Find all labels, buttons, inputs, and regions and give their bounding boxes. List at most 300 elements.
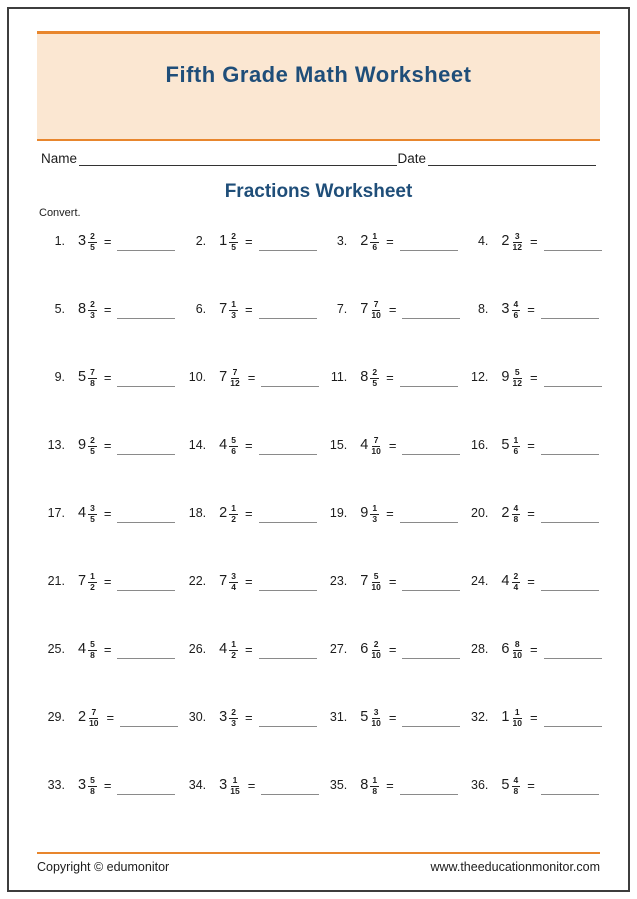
whole-number: 1 (501, 709, 510, 725)
answer-blank[interactable] (541, 522, 599, 523)
fraction (512, 504, 521, 525)
mixed-number (360, 775, 379, 796)
fraction-numerator: 2 (90, 434, 95, 445)
fraction-numerator: 5 (514, 366, 520, 377)
problem-number: 20. (471, 506, 489, 520)
mixed-number (360, 639, 382, 660)
problem-number: 28. (471, 642, 489, 656)
fraction-numerator: 2 (373, 638, 379, 649)
problem-item (319, 226, 460, 256)
problem-number: 31. (329, 710, 348, 724)
answer-blank[interactable] (117, 386, 175, 387)
equals-sign: = (244, 233, 253, 249)
equals-sign: = (103, 505, 112, 521)
answer-blank[interactable] (259, 250, 317, 251)
problem-number: 29. (47, 710, 65, 724)
answer-blank[interactable] (402, 726, 460, 727)
fraction-numerator: 8 (514, 638, 520, 649)
fraction-numerator: 3 (231, 570, 236, 581)
fraction-numerator: 1 (231, 298, 236, 309)
problem-number: 26. (188, 642, 207, 656)
fraction-denominator: 15 (230, 785, 240, 796)
problem-item (37, 226, 178, 256)
answer-blank[interactable] (259, 454, 317, 455)
answer-blank[interactable] (402, 318, 460, 319)
fraction-numerator: 3 (514, 230, 520, 241)
fraction (229, 504, 238, 525)
problem-item (319, 702, 460, 732)
equals-sign: = (529, 641, 538, 657)
fraction-denominator: 5 (90, 513, 95, 524)
whole-number: 6 (360, 641, 369, 657)
problem-item (460, 566, 601, 596)
answer-blank[interactable] (402, 658, 460, 659)
problem-number: 22. (188, 574, 207, 588)
problem-number: 32. (471, 710, 489, 724)
fraction (88, 300, 97, 321)
answer-blank[interactable] (120, 726, 178, 727)
mixed-number (219, 775, 241, 796)
answer-blank[interactable] (117, 250, 175, 251)
fraction (512, 708, 523, 729)
fraction-denominator: 5 (90, 445, 95, 456)
answer-blank[interactable] (117, 522, 175, 523)
equals-sign: = (103, 369, 112, 385)
mixed-number (219, 639, 238, 660)
fraction (88, 776, 97, 797)
answer-blank[interactable] (259, 590, 317, 591)
fraction-numerator: 1 (231, 502, 236, 513)
fraction-numerator: 1 (372, 230, 378, 241)
problem-item (37, 362, 178, 392)
fraction-denominator: 12 (512, 241, 522, 252)
equals-sign: = (527, 573, 535, 589)
answer-blank[interactable] (117, 590, 175, 591)
fraction-numerator: 2 (90, 298, 95, 309)
answer-blank[interactable] (400, 386, 458, 387)
fraction-denominator: 10 (371, 581, 381, 592)
fraction-numerator: 1 (231, 638, 236, 649)
problem-number: 27. (329, 642, 348, 656)
mixed-number (78, 231, 97, 252)
problem-item (37, 702, 178, 732)
problem-number: 30. (188, 710, 207, 724)
whole-number: 7 (219, 301, 228, 317)
whole-number: 7 (219, 369, 228, 385)
mixed-number (219, 435, 238, 456)
fraction (88, 504, 97, 525)
problem-number: 13. (47, 438, 65, 452)
fraction (512, 436, 521, 457)
problem-number: 15. (329, 438, 348, 452)
fraction (88, 368, 97, 389)
equals-sign: = (529, 369, 538, 385)
fraction-numerator: 1 (372, 502, 378, 513)
problem-number: 1. (54, 234, 65, 248)
whole-number: 3 (78, 777, 87, 793)
whole-number: 8 (360, 369, 369, 385)
problem-item (37, 498, 178, 528)
worksheet-title: Fractions Worksheet (224, 181, 413, 202)
problem-number: 36. (471, 778, 489, 792)
equals-sign: = (388, 573, 397, 589)
mixed-number (219, 367, 241, 388)
equals-sign: = (386, 505, 394, 521)
fraction-numerator: 2 (90, 230, 95, 241)
fraction-denominator: 8 (90, 785, 95, 796)
fraction (512, 368, 523, 389)
problem-item (37, 566, 178, 596)
fraction-denominator: 10 (371, 309, 381, 320)
problem-item (178, 498, 319, 528)
problem-item (37, 294, 178, 324)
fraction-denominator: 4 (513, 581, 519, 592)
answer-blank[interactable] (400, 794, 458, 795)
copyright-text: Copyright © edumonitor (37, 860, 170, 874)
answer-blank[interactable] (117, 454, 175, 455)
fraction-denominator: 5 (90, 241, 95, 252)
fraction-denominator: 8 (513, 513, 519, 524)
fraction-numerator: 4 (513, 502, 519, 513)
name-date-row (41, 148, 596, 166)
whole-number: 9 (501, 369, 510, 385)
fraction-denominator: 6 (231, 445, 236, 456)
answer-blank[interactable] (541, 794, 599, 795)
mixed-number (78, 707, 100, 728)
problem-item (460, 362, 601, 392)
equals-sign: = (386, 233, 394, 249)
fraction-denominator: 10 (371, 445, 381, 456)
fraction (370, 572, 381, 593)
date-label: Date (397, 151, 426, 166)
fraction-numerator: 4 (513, 774, 519, 785)
answer-blank[interactable] (117, 658, 175, 659)
whole-number: 5 (360, 709, 369, 725)
problems-grid (37, 226, 600, 838)
fraction-numerator: 7 (232, 366, 238, 377)
fraction-denominator: 3 (231, 717, 236, 728)
mixed-number (360, 299, 382, 320)
answer-blank[interactable] (259, 726, 317, 727)
fraction-numerator: 5 (231, 434, 236, 445)
problem-number: 12. (471, 370, 489, 384)
equals-sign: = (103, 641, 112, 657)
problem-item (319, 430, 460, 460)
problem-item (319, 294, 460, 324)
mixed-number (501, 707, 523, 728)
fraction (229, 708, 238, 729)
answer-blank[interactable] (261, 794, 319, 795)
fraction-numerator: 5 (90, 774, 95, 785)
answer-blank[interactable] (117, 318, 175, 319)
answer-blank[interactable] (259, 522, 317, 523)
problem-item (37, 634, 178, 664)
mixed-number (360, 707, 382, 728)
problem-number: 25. (47, 642, 65, 656)
fraction-denominator: 8 (90, 649, 95, 660)
problem-number: 11. (330, 370, 348, 384)
fraction-numerator: 3 (373, 706, 379, 717)
mixed-number (360, 435, 382, 456)
fraction-denominator: 5 (231, 241, 236, 252)
name-input-line[interactable] (79, 152, 397, 166)
mixed-number (78, 775, 97, 796)
problem-number: 17. (47, 506, 65, 520)
fraction (229, 640, 238, 661)
equals-sign: = (527, 437, 535, 453)
problem-item (460, 702, 601, 732)
fraction (370, 504, 379, 525)
fraction (88, 572, 97, 593)
answer-blank[interactable] (259, 658, 317, 659)
fraction (229, 572, 238, 593)
problem-number: 7. (336, 302, 348, 316)
equals-sign: = (103, 301, 112, 317)
fraction-numerator: 2 (231, 230, 236, 241)
answer-blank[interactable] (402, 590, 460, 591)
problem-item (37, 430, 178, 460)
mixed-number (78, 639, 97, 660)
fraction-numerator: 7 (91, 706, 97, 717)
answer-blank[interactable] (541, 590, 599, 591)
fraction (229, 776, 240, 797)
fraction-denominator: 8 (513, 785, 519, 796)
whole-number: 7 (360, 301, 369, 317)
fraction-numerator: 2 (372, 366, 378, 377)
equals-sign: = (244, 573, 253, 589)
fraction (512, 640, 523, 661)
mixed-number (219, 571, 238, 592)
worksheet-footer (37, 852, 600, 874)
fraction-denominator: 2 (231, 649, 236, 660)
fraction-numerator: 1 (513, 434, 519, 445)
fraction-numerator: 7 (373, 298, 379, 309)
date-input-line[interactable] (428, 152, 596, 166)
answer-blank[interactable] (402, 454, 460, 455)
problem-item (37, 770, 178, 800)
problem-number: 4. (477, 234, 489, 248)
website-url[interactable]: www.theeducationmonitor.com (430, 860, 600, 874)
fraction (88, 708, 99, 729)
equals-sign: = (386, 777, 394, 793)
whole-number: 4 (219, 641, 228, 657)
problem-number: 33. (47, 778, 65, 792)
fraction-numerator: 1 (232, 774, 238, 785)
fraction-numerator: 1 (90, 570, 95, 581)
equals-sign: = (244, 641, 253, 657)
fraction-denominator: 10 (371, 717, 381, 728)
equals-sign: = (247, 369, 256, 385)
answer-blank[interactable] (544, 658, 602, 659)
fraction-numerator: 5 (90, 638, 95, 649)
mixed-number (78, 435, 97, 456)
fraction-denominator: 10 (89, 717, 99, 728)
problem-item (178, 226, 319, 256)
answer-blank[interactable] (544, 726, 602, 727)
answer-blank[interactable] (400, 522, 458, 523)
problem-item (178, 294, 319, 324)
equals-sign: = (106, 709, 115, 725)
problem-item (460, 634, 601, 664)
mixed-number (219, 707, 238, 728)
problem-number: 24. (471, 574, 489, 588)
whole-number: 5 (501, 437, 510, 453)
fraction-denominator: 10 (512, 649, 522, 660)
answer-blank[interactable] (261, 386, 319, 387)
problem-number: 2. (195, 234, 207, 248)
fraction (88, 640, 97, 661)
problem-item (319, 566, 460, 596)
problem-number: 14. (188, 438, 207, 452)
instruction-text: Convert. (39, 207, 81, 219)
problem-number: 19. (329, 506, 348, 520)
problem-number: 5. (54, 302, 65, 316)
fraction-denominator: 3 (231, 309, 236, 320)
fraction-numerator: 2 (513, 570, 519, 581)
equals-sign: = (244, 437, 253, 453)
mixed-number (360, 231, 379, 252)
worksheet-header (37, 31, 600, 141)
fraction-denominator: 12 (512, 377, 522, 388)
mixed-number (219, 299, 238, 320)
fraction (370, 300, 381, 321)
fraction (512, 300, 521, 321)
fraction (229, 436, 238, 457)
mixed-number (501, 775, 520, 796)
fraction-denominator: 2 (231, 513, 236, 524)
equals-sign: = (388, 301, 397, 317)
problem-item (460, 226, 601, 256)
whole-number: 8 (360, 777, 369, 793)
fraction-denominator: 6 (513, 445, 519, 456)
equals-sign: = (527, 505, 535, 521)
problem-item (460, 770, 601, 800)
fraction-numerator: 1 (372, 774, 378, 785)
equals-sign: = (529, 233, 538, 249)
whole-number: 2 (219, 505, 228, 521)
problem-item (319, 498, 460, 528)
fraction-denominator: 6 (513, 309, 519, 320)
answer-blank[interactable] (541, 454, 599, 455)
whole-number: 8 (78, 301, 87, 317)
problem-item (319, 362, 460, 392)
problem-item (178, 566, 319, 596)
problem-item (178, 430, 319, 460)
whole-number: 2 (78, 709, 87, 725)
fraction-denominator: 12 (230, 377, 240, 388)
fraction-numerator: 7 (90, 366, 95, 377)
problem-item (460, 498, 601, 528)
equals-sign: = (388, 641, 397, 657)
fraction (229, 232, 238, 253)
fraction (512, 572, 521, 593)
fraction (370, 368, 379, 389)
fraction (370, 776, 379, 797)
mixed-number (78, 503, 97, 524)
mixed-number (501, 571, 520, 592)
equals-sign: = (103, 573, 112, 589)
fraction-denominator: 3 (90, 309, 95, 320)
whole-number: 3 (78, 233, 87, 249)
problem-item (178, 702, 319, 732)
mixed-number (360, 367, 379, 388)
problem-item (319, 770, 460, 800)
problem-item (319, 634, 460, 664)
whole-number: 6 (501, 641, 510, 657)
whole-number: 4 (219, 437, 228, 453)
answer-blank[interactable] (117, 794, 175, 795)
whole-number: 7 (360, 573, 369, 589)
fraction (370, 708, 381, 729)
whole-number: 3 (219, 777, 228, 793)
answer-blank[interactable] (400, 250, 458, 251)
problem-item (178, 770, 319, 800)
whole-number: 2 (360, 233, 369, 249)
problem-number: 10. (188, 370, 207, 384)
problem-number: 35. (329, 778, 348, 792)
mixed-number (219, 231, 238, 252)
page-title: Fifth Grade Math Worksheet (165, 62, 472, 87)
answer-blank[interactable] (541, 318, 599, 319)
mixed-number (78, 299, 97, 320)
fraction (370, 640, 381, 661)
problem-number: 23. (329, 574, 348, 588)
mixed-number (501, 503, 520, 524)
answer-blank[interactable] (544, 250, 602, 251)
fraction (229, 300, 238, 321)
fraction-denominator: 6 (372, 241, 378, 252)
name-label: Name (41, 151, 78, 166)
whole-number: 4 (501, 573, 510, 589)
fraction (512, 232, 523, 253)
whole-number: 9 (360, 505, 369, 521)
fraction-numerator: 2 (231, 706, 236, 717)
worksheet-page (7, 7, 630, 892)
equals-sign: = (244, 709, 253, 725)
mixed-number (501, 231, 523, 252)
whole-number: 3 (219, 709, 228, 725)
fraction-denominator: 2 (90, 581, 95, 592)
problem-item (178, 634, 319, 664)
fraction (512, 776, 521, 797)
equals-sign: = (386, 369, 394, 385)
equals-sign: = (103, 437, 112, 453)
fraction (229, 368, 240, 389)
fraction-denominator: 8 (372, 785, 378, 796)
mixed-number (501, 367, 523, 388)
fraction-denominator: 4 (231, 581, 236, 592)
equals-sign: = (244, 301, 253, 317)
equals-sign: = (527, 301, 535, 317)
answer-blank[interactable] (259, 318, 317, 319)
equals-sign: = (527, 777, 535, 793)
whole-number: 9 (78, 437, 87, 453)
fraction-numerator: 5 (373, 570, 379, 581)
equals-sign: = (244, 505, 253, 521)
fraction-denominator: 10 (512, 717, 522, 728)
equals-sign: = (247, 777, 256, 793)
fraction-numerator: 7 (373, 434, 379, 445)
whole-number: 3 (501, 301, 510, 317)
equals-sign: = (529, 709, 538, 725)
whole-number: 4 (78, 505, 87, 521)
fraction-denominator: 3 (372, 513, 378, 524)
problem-number: 8. (477, 302, 489, 316)
mixed-number (360, 503, 379, 524)
fraction-numerator: 4 (513, 298, 519, 309)
whole-number: 7 (219, 573, 228, 589)
answer-blank[interactable] (544, 386, 602, 387)
